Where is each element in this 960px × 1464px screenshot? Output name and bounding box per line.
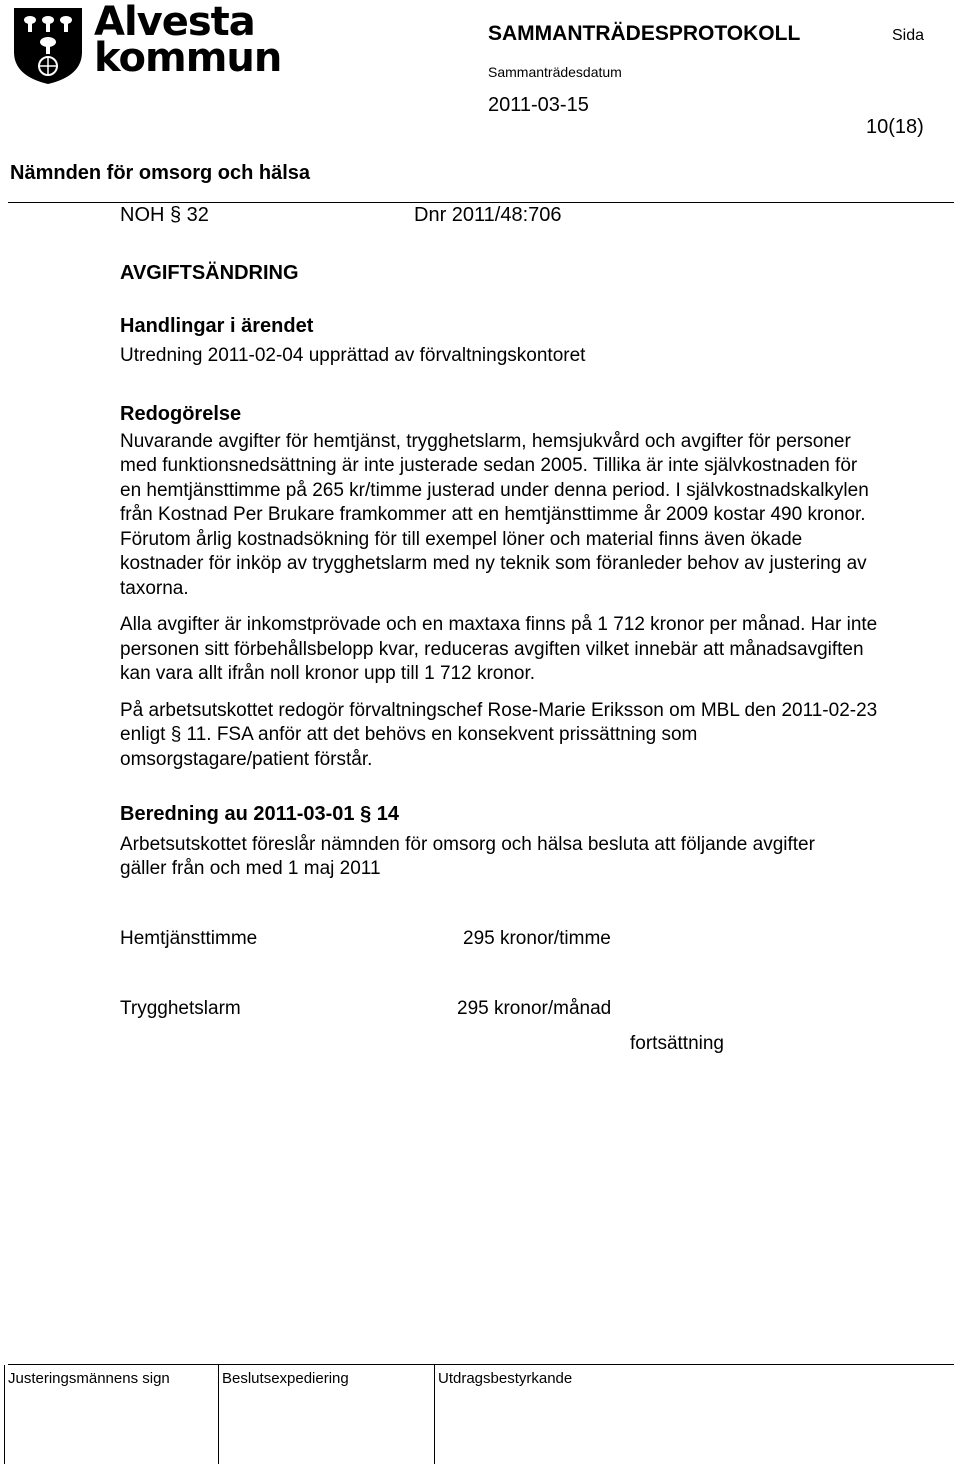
preparation-section <box>120 802 880 882</box>
municipality-logo <box>8 0 282 86</box>
report-section <box>120 402 880 772</box>
diary-number: Dnr 2011/48:706 <box>414 204 562 226</box>
logo-line-2: kommun <box>94 35 282 81</box>
documents-heading: Handlingar i ärendet <box>120 315 314 337</box>
footer-dispatch-label: Beslutsexpediering <box>222 1370 349 1387</box>
footer-dispatch-box <box>218 1365 434 1464</box>
page-number: 10(18) <box>866 116 924 138</box>
report-heading: Redogörelse <box>120 403 242 425</box>
coat-of-arms-icon <box>12 6 84 86</box>
logo-wordmark <box>94 0 282 81</box>
footer-signature-label: Justeringsmännens sign <box>8 1370 170 1387</box>
meeting-date-label: Sammanträdesdatum <box>488 64 622 80</box>
documents-text: Utredning 2011-02-04 upprättad av förvaltningskontoret <box>120 344 586 366</box>
footer-signature-box <box>4 1365 218 1464</box>
fee-value: 295 kronor/månad <box>457 998 612 1019</box>
meeting-date: 2011-03-15 <box>488 94 589 116</box>
report-paragraph: Alla avgifter är inkomstprövade och en maxtaxa finns på 1 712 kronor per månad. Har inte personen sitt förbehållsbelopp kvar, reduceras avgiften vilket innebär att månadsavgiften kan vara allt ifrån noll kronor upp till 1 712 kronor. <box>120 614 878 684</box>
fee-label: Hemtjänsttimme <box>120 928 258 949</box>
report-paragraph: På arbetsutskottet redogör förvaltningschef Rose-Marie Eriksson om MBL den 2011-02-23 enligt § 11. FSA anför att det behövs en konsekvent prissättning som omsorgstagare/patient förstår. <box>120 699 878 770</box>
preparation-heading: Beredning au 2011-03-01 § 14 <box>120 803 400 825</box>
footer-certification-box <box>434 1365 956 1464</box>
report-paragraph: Nuvarande avgifter för hemtjänst, trygghetslarm, hemsjukvård och avgifter för personer med funktionsnedsättning är inte justerade sedan 2005. Tillika är inte självkostnaden för en hemtjänsttimme på 265 kr/timme justerad under denna period. I självkostnadskalkylen från Kostnad Per Brukare framkommer att en hemtjänsttimme år 2009 kostar 490 kronor. Förutom årlig kostnadsökning för till exempel löner och material finns även ökade kostnader för inköp av trygghetslarm med ny teknik som föranleder behov av justering av taxorna. <box>120 430 869 599</box>
preparation-text: Arbetsutskottet föreslår nämnden för omsorg och hälsa besluta att följande avgifter gäller från och med 1 maj 2011 <box>120 833 815 879</box>
document-type: SAMMANTRÄDESPROTOKOLL <box>488 22 801 45</box>
case-title: AVGIFTSÄNDRING <box>120 262 299 284</box>
committee-name: Nämnden för omsorg och hälsa <box>10 162 311 184</box>
fee-label: Trygghetslarm <box>120 998 241 1019</box>
fee-value: 295 kronor/timme <box>463 928 611 949</box>
page-label: Sida <box>892 27 925 44</box>
continuation-note: fortsättning <box>630 1033 724 1054</box>
logo-line-1: Alvesta <box>94 0 255 45</box>
footer-certification-label: Utdragsbestyrkande <box>438 1370 573 1387</box>
case-reference: NOH § 32 <box>120 204 209 226</box>
header-divider <box>8 202 954 203</box>
documents-section <box>120 314 880 368</box>
